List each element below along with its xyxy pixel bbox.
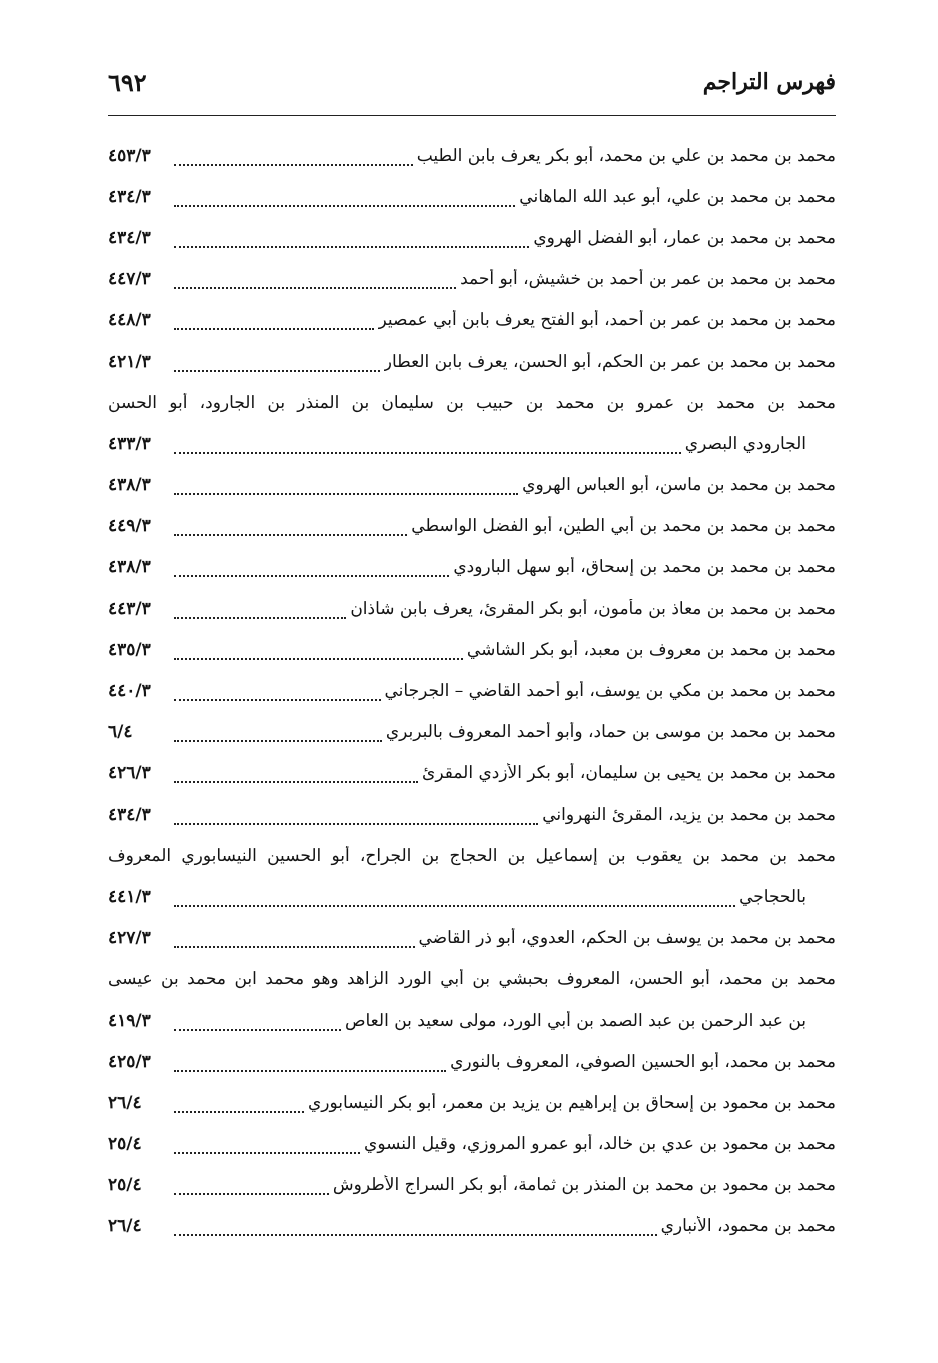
index-entry bbox=[108, 753, 836, 794]
dot-leader bbox=[174, 370, 380, 372]
entry-line bbox=[108, 259, 836, 300]
volume-page-ref: ٦/٤ bbox=[108, 722, 133, 743]
entry-line bbox=[108, 176, 836, 217]
entry-line bbox=[108, 135, 836, 176]
dot-leader bbox=[174, 287, 456, 289]
page-header bbox=[108, 62, 836, 102]
dot-leader bbox=[174, 452, 681, 454]
volume-page-ref: ٤٥٣/٣ bbox=[108, 145, 151, 166]
entry-line bbox=[108, 1165, 836, 1206]
index-entry bbox=[108, 1124, 836, 1165]
entry-name: محمد بن محمد بن موسى بن حماد، وأبو أحمد المعروف بالبربري bbox=[385, 722, 836, 743]
index-entry bbox=[108, 382, 836, 464]
entry-name: محمد بن محمد بن يحيى بن سليمان، أبو بكر الأزدي المقرئ bbox=[422, 763, 836, 784]
entry-name: محمد بن محمد بن محمد بن إسحاق، أبو سهل البارودي bbox=[453, 557, 836, 578]
entry-line bbox=[108, 753, 836, 794]
entry-line bbox=[108, 588, 836, 629]
entry-continuation-line bbox=[108, 1000, 836, 1041]
index-entry bbox=[108, 1206, 836, 1247]
dot-leader bbox=[174, 328, 374, 330]
index-entry bbox=[108, 629, 836, 670]
entry-line bbox=[108, 341, 836, 382]
dot-leader bbox=[174, 823, 538, 825]
dot-leader bbox=[174, 1070, 446, 1072]
volume-page-ref: ٤٤٧/٣ bbox=[108, 269, 151, 290]
entry-name: محمد بن محمد بن محمد بن أبي الطين، أبو الفضل الواسطي bbox=[411, 516, 836, 537]
dot-leader bbox=[174, 1029, 341, 1031]
entry-line bbox=[108, 465, 836, 506]
dot-leader bbox=[174, 1234, 657, 1236]
entry-continuation-line bbox=[108, 876, 836, 917]
entry-line bbox=[108, 1124, 836, 1165]
entry-line bbox=[108, 629, 836, 670]
dot-leader bbox=[174, 205, 515, 207]
entry-line bbox=[108, 959, 836, 1000]
dot-leader bbox=[174, 740, 382, 742]
entry-name: محمد بن محمد بن معروف بن معبد، أبو بكر الشاشي bbox=[466, 639, 836, 660]
volume-page-ref: ٢٦/٤ bbox=[108, 1216, 142, 1237]
index-entry bbox=[108, 506, 836, 547]
dot-leader bbox=[174, 575, 449, 577]
index-entry bbox=[108, 300, 836, 341]
index-entry bbox=[108, 259, 836, 300]
volume-page-ref: ٤٣٤/٣ bbox=[108, 227, 151, 248]
dot-leader bbox=[174, 658, 463, 660]
volume-page-ref: ٤٣٤/٣ bbox=[108, 804, 151, 825]
dot-leader bbox=[174, 164, 413, 166]
dot-leader bbox=[174, 905, 735, 907]
volume-page-ref: ٤١٩/٣ bbox=[108, 1010, 151, 1031]
running-title: فهرس التراجم bbox=[702, 69, 836, 95]
index-entry bbox=[108, 794, 836, 835]
entry-line bbox=[108, 547, 836, 588]
entry-name: محمد بن محمد بن عمر بن أحمد، أبو الفتح يعرف بابن أبي عمصير bbox=[378, 310, 836, 331]
index-entry bbox=[108, 670, 836, 711]
entry-name: محمد بن محمود، الأنباري bbox=[660, 1216, 836, 1237]
page-number: ٦٩٢ bbox=[108, 67, 147, 97]
volume-page-ref: ٤٤١/٣ bbox=[108, 886, 151, 907]
entry-name: محمد بن محمود بن محمد بن المنذر بن ثمامة، أبو بكر السراج الأطروش bbox=[332, 1175, 836, 1196]
volume-page-ref: ٤٣٨/٣ bbox=[108, 557, 151, 578]
index-entry bbox=[108, 1082, 836, 1123]
index-entry bbox=[108, 1041, 836, 1082]
index-entry bbox=[108, 918, 836, 959]
dot-leader bbox=[174, 534, 407, 536]
biography-index-list bbox=[108, 135, 836, 1247]
index-entry bbox=[108, 835, 836, 917]
header-rule bbox=[108, 115, 836, 116]
index-entry bbox=[108, 217, 836, 258]
entry-name: محمد بن محمد بن معاذ بن مأمون، أبو بكر المقرئ، يعرف بابن شاذان bbox=[350, 598, 836, 619]
entry-name: محمد بن محمود بن عدي بن خالد، أبو عمرو المروزي، وقيل النسوي bbox=[364, 1134, 836, 1155]
dot-leader bbox=[174, 1193, 329, 1195]
volume-page-ref: ٢٦/٤ bbox=[108, 1092, 142, 1113]
volume-page-ref: ٤٣٤/٣ bbox=[108, 186, 151, 207]
entry-name: محمد بن محمد، أبو الحسين الصوفي، المعروف بالنوري bbox=[450, 1051, 836, 1072]
volume-page-ref: ٤٢٧/٣ bbox=[108, 928, 151, 949]
index-entry bbox=[108, 588, 836, 629]
entry-name: محمد بن محمد بن علي، أبو عبد الله الماهاني bbox=[519, 186, 836, 207]
volume-page-ref: ٤٤٨/٣ bbox=[108, 310, 151, 331]
volume-page-ref: ٤٢٦/٣ bbox=[108, 763, 151, 784]
entry-line bbox=[108, 835, 836, 876]
entry-line bbox=[108, 1041, 836, 1082]
index-entry bbox=[108, 959, 836, 1041]
volume-page-ref: ٢٥/٤ bbox=[108, 1175, 142, 1196]
entry-line bbox=[108, 300, 836, 341]
dot-leader bbox=[174, 493, 518, 495]
entry-line bbox=[108, 712, 836, 753]
entry-name-continuation: الجارودي البصري bbox=[684, 433, 806, 454]
entry-line bbox=[108, 1082, 836, 1123]
index-entry bbox=[108, 135, 836, 176]
volume-page-ref: ٤٣٥/٣ bbox=[108, 639, 151, 660]
entry-name: محمد بن محمد بن يعقوب بن إسماعيل بن الحجاج بن الجراح، أبو الحسين النيسابوري المعروف bbox=[108, 845, 836, 866]
entry-name: محمد بن محمد بن عمر بن أحمد بن خشيش، أبو أحمد bbox=[460, 269, 836, 290]
volume-page-ref: ٤٢٥/٣ bbox=[108, 1051, 151, 1072]
entry-name: محمد بن محمد بن ماسن، أبو العباس الهروي bbox=[522, 475, 836, 496]
entry-name: محمد بن محمود بن إسحاق بن إبراهيم بن يزيد بن معمر، أبو بكر النيسابوري bbox=[307, 1092, 836, 1113]
dot-leader bbox=[174, 1111, 304, 1113]
entry-continuation-line bbox=[108, 423, 836, 464]
entry-name: محمد بن محمد بن عمر بن الحكم، أبو الحسن، يعرف بابن العطار bbox=[383, 351, 836, 372]
volume-page-ref: ٤٢١/٣ bbox=[108, 351, 151, 372]
dot-leader bbox=[174, 246, 529, 248]
index-entry bbox=[108, 341, 836, 382]
dot-leader bbox=[174, 781, 418, 783]
index-entry bbox=[108, 547, 836, 588]
volume-page-ref: ٢٥/٤ bbox=[108, 1134, 142, 1155]
volume-page-ref: ٤٤٠/٣ bbox=[108, 681, 151, 702]
entry-name: محمد بن محمد بن عمار، أبو الفضل الهروي bbox=[533, 227, 836, 248]
index-entry bbox=[108, 712, 836, 753]
entry-name: محمد بن محمد بن يوسف بن الحكم، العدوي، أبو ذر القاضي bbox=[418, 928, 836, 949]
dot-leader bbox=[174, 617, 346, 619]
entry-line bbox=[108, 1206, 836, 1247]
entry-name: محمد بن محمد بن يزيد، المقرئ النهرواني bbox=[542, 804, 836, 825]
volume-page-ref: ٤٤٣/٣ bbox=[108, 598, 151, 619]
entry-line bbox=[108, 217, 836, 258]
entry-name-continuation: بالحجاجي bbox=[739, 886, 806, 907]
entry-name: محمد بن محمد بن مكي بن يوسف، أبو أحمد القاضي – الجرجاني bbox=[384, 681, 836, 702]
index-entry bbox=[108, 176, 836, 217]
entry-line bbox=[108, 382, 836, 423]
volume-page-ref: ٤٣٨/٣ bbox=[108, 475, 151, 496]
entry-name: محمد بن محمد بن عمرو بن محمد بن حبيب بن سليمان بن المنذر بن الجارود، أبو الحسن bbox=[108, 392, 836, 413]
entry-name: محمد بن محمد بن علي بن محمد، أبو بكر يعرف بابن الطيب bbox=[416, 145, 836, 166]
entry-line bbox=[108, 918, 836, 959]
entry-name: محمد بن محمد، أبو الحسن، المعروف بحبشي بن أبي الورد الزاهد وهو محمد ابن محمد بن عيسى bbox=[108, 969, 836, 990]
dot-leader bbox=[174, 946, 415, 948]
entry-name-continuation: بن عبد الرحمن بن عبد الصمد بن أبي الورد، مولى سعيد بن العاص bbox=[344, 1010, 806, 1031]
volume-page-ref: ٤٣٣/٣ bbox=[108, 433, 151, 454]
entry-line bbox=[108, 794, 836, 835]
index-entry bbox=[108, 1165, 836, 1206]
index-entry bbox=[108, 465, 836, 506]
entry-line bbox=[108, 506, 836, 547]
volume-page-ref: ٤٤٩/٣ bbox=[108, 516, 151, 537]
dot-leader bbox=[174, 1152, 360, 1154]
dot-leader bbox=[174, 699, 381, 701]
entry-line bbox=[108, 670, 836, 711]
